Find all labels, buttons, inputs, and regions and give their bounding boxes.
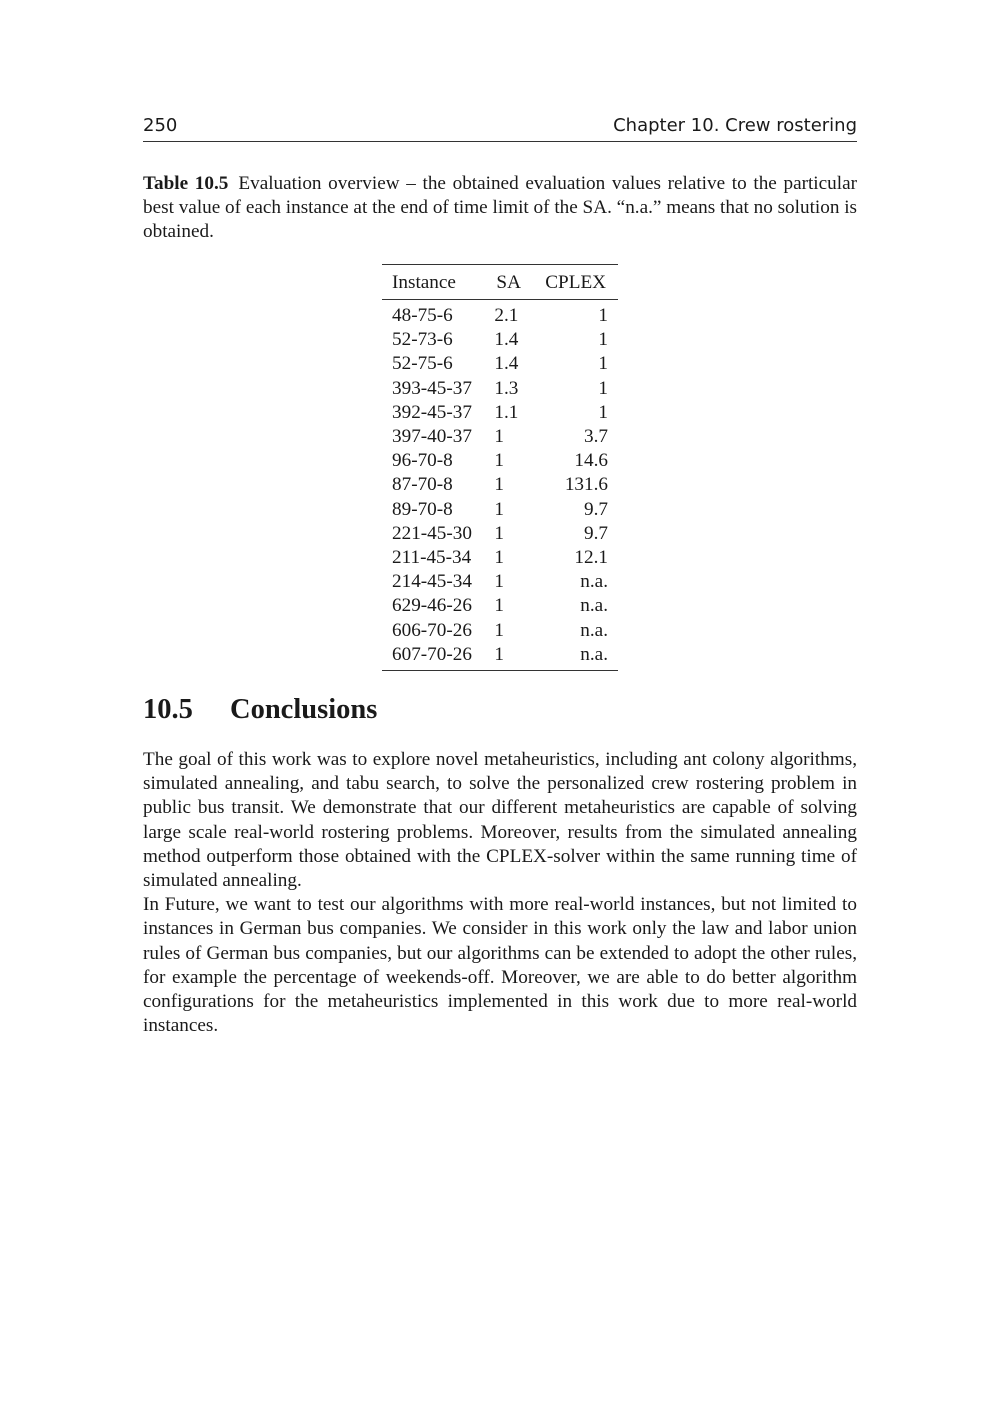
page-number: 250 [143, 115, 178, 136]
cell-sa: 1 [494, 571, 504, 593]
table-caption [143, 172, 857, 245]
cell-cplex: 1 [598, 353, 608, 375]
table-row [382, 328, 618, 352]
table-caption-label: Table 10.5 [143, 173, 229, 194]
cell-instance: 48-75-6 [392, 305, 453, 326]
cell-sa: 1.3 [494, 377, 519, 399]
cell-instance: 214-45-34 [392, 571, 472, 593]
cell-instance: 397-40-37 [392, 426, 472, 448]
section-title: Conclusions [230, 694, 378, 725]
section-body [143, 748, 857, 1038]
cell-instance: 221-45-30 [392, 522, 472, 544]
table-row [382, 300, 618, 329]
table-caption-text: Evaluation overview – the obtained evaluation values relative to the particular best value of each instance at the end of time limit of the SA. “n.a.” means that no solution is obtained. [143, 173, 858, 243]
cell-sa: 1 [494, 522, 504, 544]
column-header-sa: SA [485, 265, 526, 300]
cell-instance: 52-75-6 [392, 353, 453, 375]
cell-sa: 1 [494, 474, 504, 496]
cell-cplex: 1 [598, 401, 608, 423]
table-row [382, 449, 618, 473]
cell-sa: 1 [494, 498, 504, 520]
table-row [382, 498, 618, 522]
table-row [382, 546, 618, 570]
cell-instance: 211-45-34 [392, 547, 472, 569]
cell-instance: 393-45-37 [392, 377, 472, 399]
section-heading [143, 694, 377, 726]
chapter-title: Chapter 10. Crew rostering [613, 115, 857, 136]
cell-sa: 1 [494, 450, 504, 472]
cell-sa: 1.1 [494, 401, 519, 423]
paragraph: The goal of this work was to explore novel metaheuristics, including ant colony algorithms, simulated annealing, and tabu search, to solve the personalized crew rostering problem in public bus transit. We demonstrate that our different metaheuristics are capable of solving large scale real-world rostering problems. Moreover, results from the simulated annealing method outperform those obtained with the CPLEX-solver within the same running time of simulated annealing. [143, 749, 857, 892]
cell-sa: 1 [494, 426, 504, 448]
cell-cplex: 1 [598, 305, 608, 326]
cell-cplex: 3.7 [584, 426, 608, 448]
cell-instance: 96-70-8 [392, 450, 453, 472]
cell-cplex: 1 [598, 329, 608, 351]
column-header-cplex: CPLEX [526, 265, 618, 300]
cell-instance: 606-70-26 [392, 619, 472, 641]
cell-instance: 89-70-8 [392, 498, 453, 520]
cell-cplex: 12.1 [574, 547, 608, 569]
cell-instance: 392-45-37 [392, 401, 472, 423]
cell-sa: 1 [494, 619, 504, 641]
evaluation-table [382, 264, 618, 671]
table-row [382, 643, 618, 670]
cell-cplex: 9.7 [584, 498, 608, 520]
cell-instance: 87-70-8 [392, 474, 453, 496]
cell-instance: 52-73-6 [392, 329, 453, 351]
cell-cplex: 14.6 [574, 450, 608, 472]
section-number: 10.5 [143, 694, 193, 725]
cell-cplex: 9.7 [584, 522, 608, 544]
table-row [382, 594, 618, 618]
table-row [382, 352, 618, 376]
cell-sa: 1 [494, 547, 504, 569]
cell-sa: 1.4 [494, 329, 519, 351]
paragraph: In Future, we want to test our algorithms with more real-world instances, but not limited to instances in German bus companies. We consider in this work only the law and labor union rules of German bus companies, but our algorithms can be extended to adopt the other rules, for example the percentage of weekends-off. Moreover, we are able to do better algorithm configurations for the metaheuristics implemented in this work due to more real-world instances. [143, 894, 857, 1037]
table-row [382, 473, 618, 497]
cell-cplex: n.a. [580, 571, 608, 593]
cell-cplex: n.a. [580, 595, 608, 617]
cell-sa: 1 [494, 595, 504, 617]
cell-sa: 1.4 [494, 353, 519, 375]
table-header-row [382, 265, 618, 300]
table-row [382, 522, 618, 546]
cell-sa: 1 [494, 643, 504, 665]
table-row [382, 401, 618, 425]
table-row [382, 619, 618, 643]
cell-sa: 2.1 [494, 305, 519, 326]
cell-cplex: 131.6 [564, 474, 608, 496]
table-row [382, 377, 618, 401]
table-row [382, 425, 618, 449]
table-row [382, 570, 618, 594]
column-header-instance: Instance [382, 265, 485, 300]
cell-cplex: 1 [598, 377, 608, 399]
cell-instance: 629-46-26 [392, 595, 472, 617]
running-head [143, 114, 857, 142]
cell-cplex: n.a. [580, 643, 608, 665]
cell-instance: 607-70-26 [392, 643, 472, 665]
cell-cplex: n.a. [580, 619, 608, 641]
table-body [382, 300, 618, 671]
